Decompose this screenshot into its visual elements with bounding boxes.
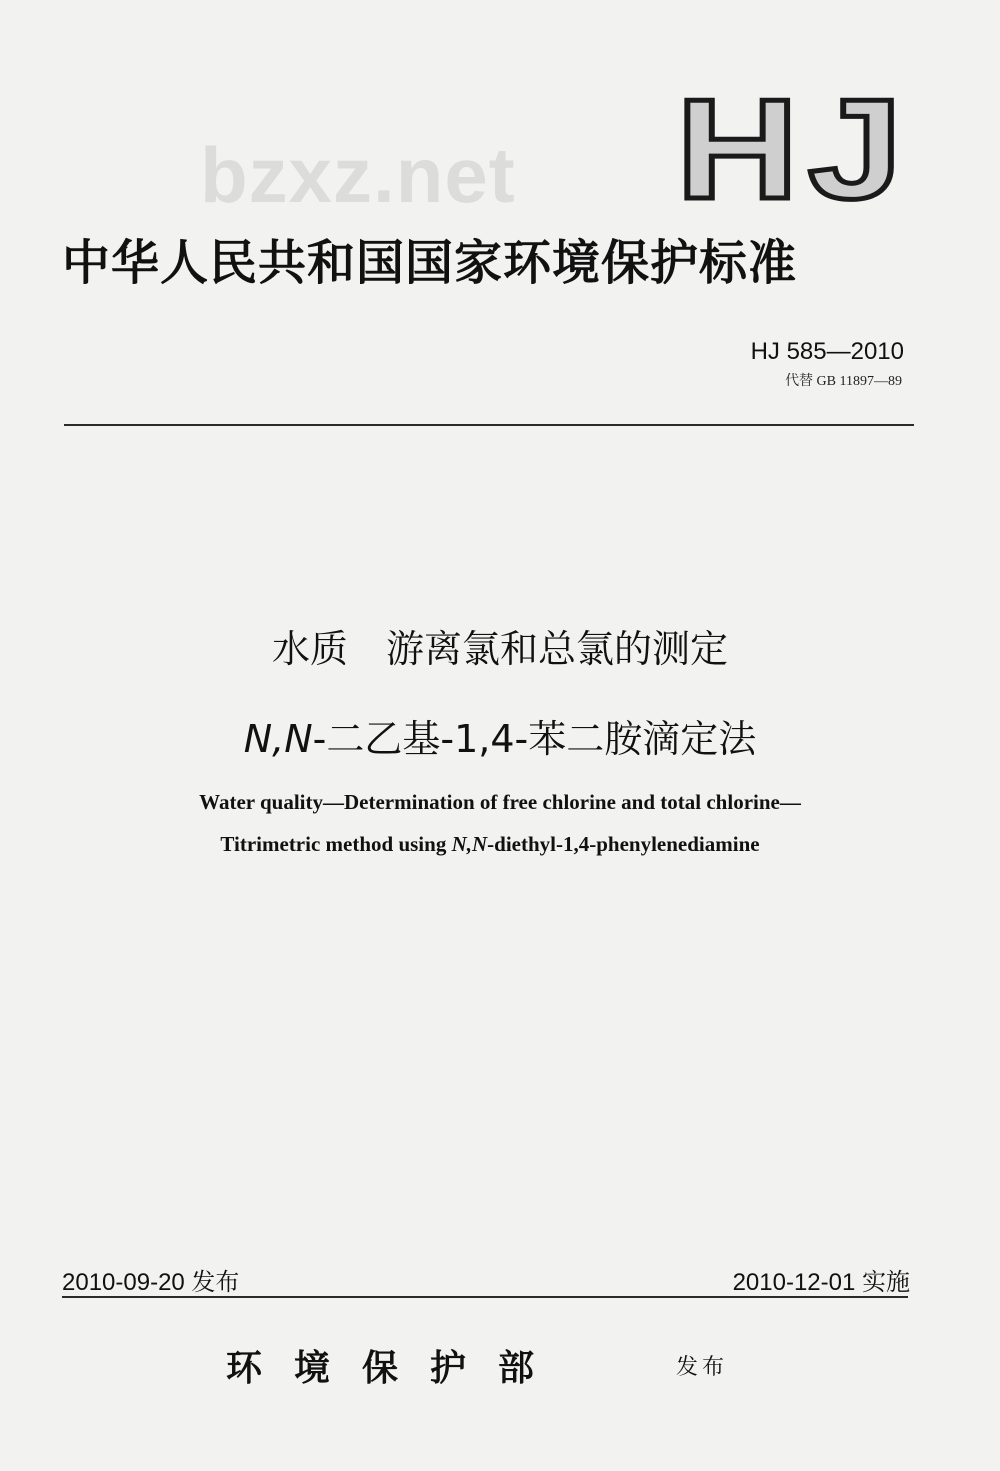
english-title-line-2-pre: Titrimetric method using <box>220 832 452 856</box>
top-divider <box>64 424 914 426</box>
publisher-name: 环境保护部 <box>226 1347 567 1389</box>
effective-date: 2010-12-01 实施 <box>732 1269 910 1296</box>
watermark: bzxz.net <box>200 131 516 219</box>
bottom-divider <box>62 1296 908 1298</box>
chinese-title-line-2 <box>0 708 1000 763</box>
english-title-line-2-post: -diethyl-1,4-phenylenediamine <box>487 832 760 856</box>
standard-number: HJ 585—2010 <box>750 338 904 365</box>
english-title-line-1: Water quality—Determination of free chlorine and total chlorine— <box>199 790 801 814</box>
national-standard-title: 中华人民共和国国家环境保护标准 <box>62 235 798 291</box>
hj-logo-letters: HJ <box>676 92 912 204</box>
issue-date: 2010-09-20 发布 <box>62 1269 240 1296</box>
hj-logo <box>676 92 916 204</box>
english-title-italic-nn: N,N <box>451 832 488 856</box>
chinese-title-italic-nn: N,N <box>243 717 313 761</box>
chinese-title-line-2-text: -二乙基-1,4-苯二胺滴定法 <box>312 717 757 761</box>
replaces-note: 代替 GB 11897—89 <box>785 374 902 389</box>
english-title-line-2 <box>0 832 980 857</box>
publisher-suffix: 发布 <box>676 1355 729 1380</box>
chinese-title-line-1: 水质 游离氯和总氯的测定 <box>271 627 728 671</box>
